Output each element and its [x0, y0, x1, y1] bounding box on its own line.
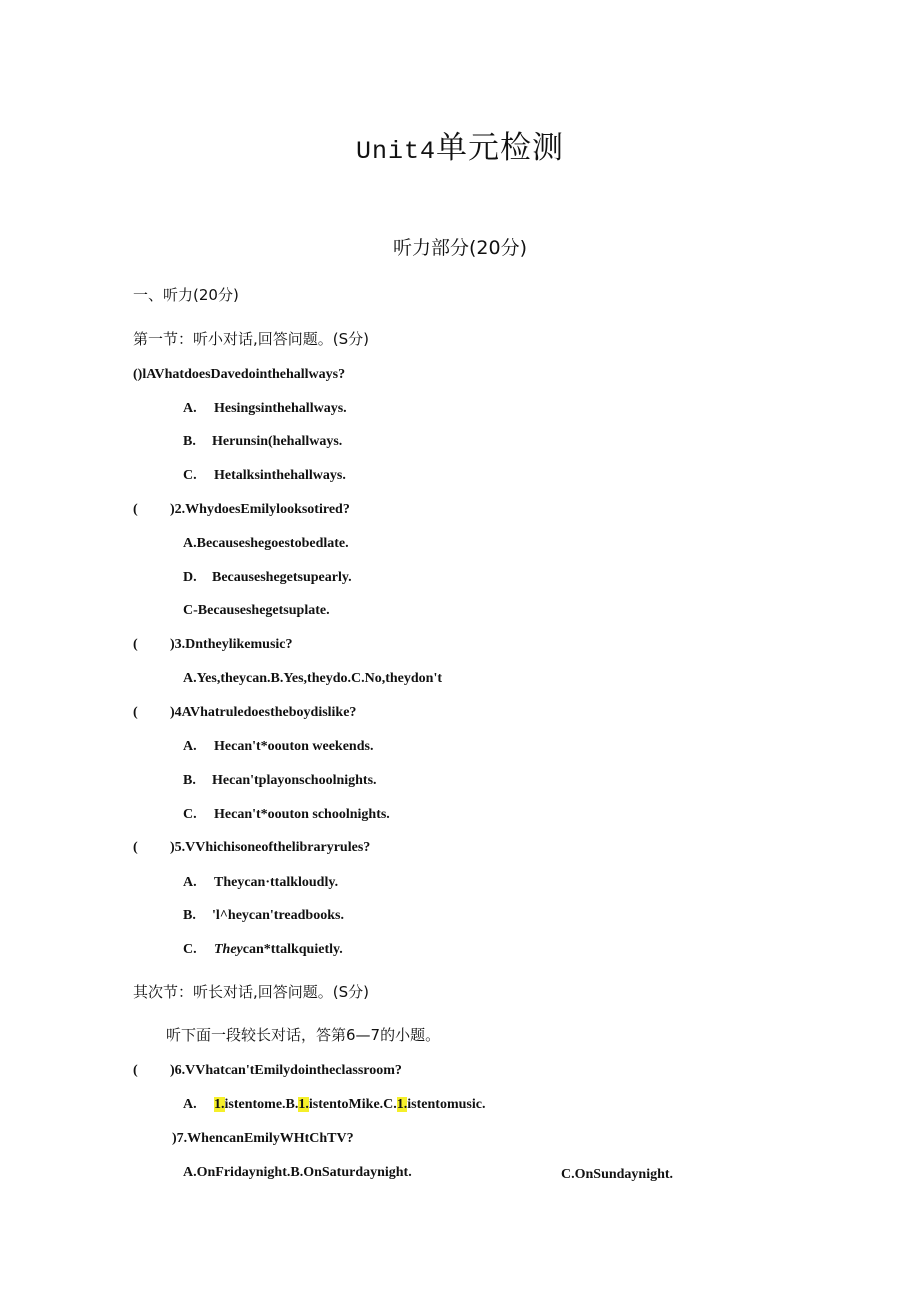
q7-options-ab: A.OnFridaynight.B.OnSaturdaynight.	[183, 1165, 412, 1180]
q6-options	[183, 1097, 485, 1113]
q6-option-letter: A.	[183, 1097, 197, 1112]
q4-option-b-letter: B.	[183, 773, 196, 788]
q1-option-c	[183, 468, 346, 484]
q2-option-b-letter: D.	[183, 570, 197, 585]
q6-text-3: istentomusic.	[407, 1097, 486, 1112]
question-4: )4AVhatruledoestheboydislike?	[170, 705, 357, 720]
q6-highlight-2: 1.	[298, 1097, 309, 1112]
section-subtitle: 听力部分(20分)	[392, 237, 527, 259]
question-3: )3.Dntheylikemusic?	[170, 637, 293, 652]
q1-option-a	[183, 401, 347, 417]
q2-option-b-text: Becauseshegetsupearly.	[212, 570, 352, 585]
q1-option-a-text: Hesingsinthehallways.	[214, 401, 347, 416]
q6-answer-paren: (	[133, 1063, 138, 1078]
q2-option-b	[183, 570, 352, 586]
q1-option-b-letter: B.	[183, 434, 196, 449]
q5-option-c-italic: They	[214, 942, 243, 957]
q2-answer-paren: (	[133, 502, 138, 517]
q6-highlight-3: 1.	[396, 1097, 408, 1112]
q1-option-c-letter: C.	[183, 468, 197, 483]
part2-heading: 其次节：听长对话,回答问题。(S分)	[133, 983, 369, 1001]
q5-option-b-letter: B.	[183, 908, 196, 923]
q4-option-a	[183, 739, 373, 755]
q4-option-a-letter: A.	[183, 739, 197, 754]
q1-option-a-letter: A.	[183, 401, 197, 416]
q4-answer-paren: (	[133, 705, 138, 720]
q4-option-c-letter: C.	[183, 807, 197, 822]
q5-option-a-letter: A.	[183, 875, 197, 890]
q4-option-b	[183, 773, 377, 789]
q5-option-c	[183, 942, 343, 958]
question-6: )6.VVhatcan'tEmilydointheclassroom?	[170, 1063, 402, 1078]
q3-answer-paren: (	[133, 637, 138, 652]
q7-option-c: C.OnSundaynight.	[561, 1167, 674, 1182]
q1-option-b	[183, 434, 342, 450]
q6-text-1: istentome.B.	[224, 1097, 299, 1112]
q1-option-b-text: Herunsin(hehallways.	[212, 434, 343, 449]
q6-text-2: istentoMike.C.	[308, 1097, 397, 1112]
q2-option-c: C-Becauseshegetsuplate.	[183, 603, 330, 618]
q2-option-a: A.Becauseshegoestobedlate.	[183, 536, 349, 551]
q5-option-b-text: 'l^heycan'treadbooks.	[212, 908, 344, 923]
section1-heading: 一、听力(20分)	[133, 286, 239, 304]
q4-option-b-text: Hecan'tplayonschoolnights.	[212, 773, 377, 788]
q5-option-c-text: can*ttalkquietly.	[242, 942, 343, 957]
title-latin: Unit4	[355, 137, 436, 166]
q6-highlight-1: 1.	[214, 1097, 225, 1112]
q1-option-c-text: Hetalksinthehallways.	[214, 468, 346, 483]
question-1: ()lAVhatdoesDavedointhehallways?	[133, 367, 346, 382]
title-cjk: 单元检测	[436, 130, 564, 166]
q4-option-c	[183, 807, 390, 823]
part1-heading: 第一节：听小对话,回答问题。(S分)	[133, 330, 369, 348]
q5-option-c-letter: C.	[183, 942, 197, 957]
q3-options: A.Yes,theycan.B.Yes,theydo.C.No,theydon't	[183, 671, 443, 686]
part2-instruction: 听下面一段较长对话，答第6—7的小题。	[166, 1026, 441, 1044]
page-title	[0, 122, 920, 167]
q4-option-c-text: Hecan't*oouton schoolnights.	[214, 807, 390, 822]
q5-answer-paren: (	[133, 840, 138, 855]
q5-option-a	[183, 875, 338, 891]
q4-option-a-text: Hecan't*oouton weekends.	[214, 739, 374, 754]
question-5: )5.VVhichisoneofthelibraryrules?	[170, 840, 371, 855]
q5-option-b	[183, 908, 344, 924]
q5-option-a-text: Theycan·ttalkloudly.	[214, 875, 339, 890]
question-7: )7.WhencanEmilyWHtChTV?	[172, 1131, 354, 1146]
question-2: )2.WhydoesEmilylooksotired?	[170, 502, 350, 517]
